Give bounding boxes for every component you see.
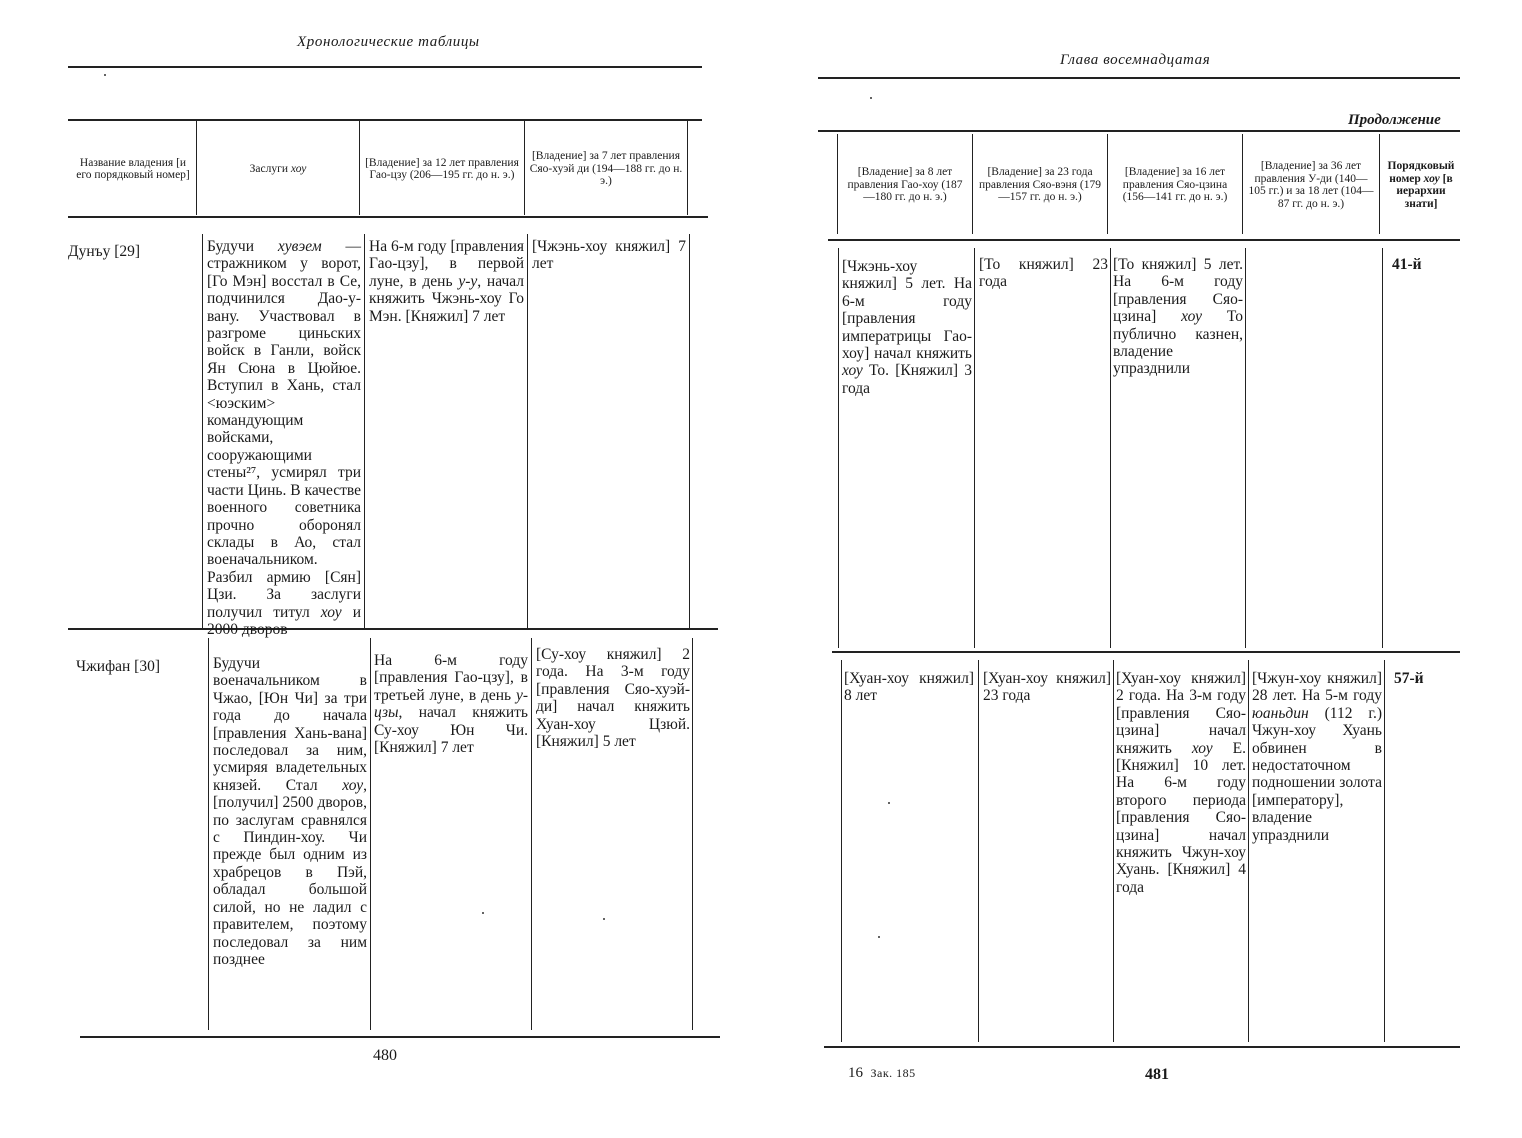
col-divider <box>1384 660 1385 1042</box>
col-divider <box>974 248 975 648</box>
col-header-rank: Порядковый номер хоу [в иерархии знати] <box>1387 160 1455 210</box>
col-header-xiaohui: [Владение] за 7 лет правления Сяо-хуэй ди (194—188 гг. до н. э.) <box>529 150 683 188</box>
speck <box>482 912 484 914</box>
row-separator-rule <box>832 651 1460 653</box>
row-rank: 41-й <box>1392 256 1422 273</box>
col-header-wudi: [Владение] за 36 лет правления У-ди (140—105 гг.) и за 18 лет (104—87 гг. до н. э.) <box>1248 160 1374 210</box>
col-header-name: Название владения [и его порядковый номер] <box>76 156 190 181</box>
page-number-right: 481 <box>1145 1066 1169 1083</box>
col-header-xiaowen: [Владение] за 23 года правления Сяо-вэня (179—157 гг. до н. э.) <box>979 166 1101 204</box>
speck <box>888 802 890 804</box>
col-divider <box>196 121 197 215</box>
row-xiaojing: [Хуан-хоу княжил] 2 года. На 3-м году [правления Сяо-цзина] начал княжить хоу Е. [Княжил] 10 лет. На 6-м году второго периода [правления Сяо-цзина] начал княжить Чжун-хоу Хуань. [Княжил] 4 года <box>1116 670 1246 896</box>
printer-imprint: 16 Зак. 185 <box>848 1065 916 1081</box>
col-divider <box>1242 134 1243 234</box>
col-divider <box>972 134 973 234</box>
col-header-gaozu: [Владение] за 12 лет правления Гао-цзу (206—195 гг. до н. э.) <box>365 156 519 181</box>
col-divider <box>1379 134 1380 234</box>
row-merits: Будучи военачальником в Чжао, [Юн Чи] за три года до начала [правления Хань-вана] последовал за ним, усмиряя владетельных князей. Стал хоу, [получил] 2500 дворов, по заслугам сравнялся с Пиндин-хоу. Чи прежде был одним из храбрецов в Пэй, обладал большой силой, но не ладил с правителем, поэтому последовал за ним позднее <box>213 655 367 968</box>
speck <box>870 97 872 99</box>
table-top-rule <box>68 119 702 121</box>
col-divider <box>1245 248 1246 648</box>
continued-label: Продолжение <box>1348 112 1441 128</box>
row-gaozu: На 6-м году [правления Гао-цзу], в третьей луне, в день у-цзы, начал княжить Су-хоу Юн Чи. [Княжил] 7 лет <box>374 652 528 757</box>
row-name: Чжифан [30] <box>76 658 160 675</box>
table-header-rule <box>68 216 708 218</box>
col-divider <box>692 638 693 1030</box>
col-divider <box>524 121 525 215</box>
table-top-rule <box>818 130 1460 132</box>
running-head-right: Глава восемнадцатая <box>1060 52 1211 68</box>
row-wudi: [Чжун-хоу княжил] 28 лет. На 5-м году юаньдин (112 г.) Чжун-хоу Хуань обвинен в недостаточном подношении золота [императору], владение упразднили <box>1252 670 1382 844</box>
row-rank: 57-й <box>1394 670 1424 687</box>
table-bottom-rule <box>824 1046 1460 1048</box>
col-divider <box>202 234 203 628</box>
col-header-merits: Заслуги хоу <box>249 162 307 175</box>
table-header-rule <box>828 239 1460 241</box>
row-name: Дунъу [29] <box>68 243 141 260</box>
col-divider <box>531 638 532 1030</box>
col-header-gaohou: [Владение] за 8 лет правления Гао-хоу (187—180 гг. до н. э.) <box>847 166 963 204</box>
row-gaozu: На 6-м году [правления Гао-цзу], в первой луне, в день у-у, начал княжить Чжэнь-хоу Го Мэн. [Княжил] 7 лет <box>369 238 525 325</box>
col-divider <box>837 134 838 234</box>
col-divider <box>689 234 690 628</box>
col-divider <box>208 638 209 1030</box>
row-xiaojing: [То княжил] 5 лет. На 6-м году [правления Сяо-цзина] хоу То публично казнен, владение упразднили <box>1113 256 1243 378</box>
col-header-xiaojing: [Владение] за 16 лет правления Сяо-цзина (156—141 гг. до н. э.) <box>1122 166 1228 204</box>
col-divider <box>359 121 360 215</box>
col-divider <box>364 234 365 628</box>
page-number-left: 480 <box>373 1047 397 1064</box>
col-divider <box>1248 660 1249 1042</box>
row-separator-rule <box>68 628 718 630</box>
col-divider <box>838 248 839 648</box>
row-merits: Будучи хувэем — стражником у ворот, [Го Мэн] восстал в Се, подчинился Дао-у-вану. Участвовал в разгроме циньских войск в Ганли, войск Ян Сюна в Цюйюе. Вступил в Хань, стал <юэским> командующим войсками, сооружающими стены²⁷, усмирял три части Цинь. В качестве военного советника прочно оборонял склады в Ао, стал военачальником. Разбил армию [Сян] Цзи. За заслуги получил титул хоу и 2000 дворов <box>207 238 362 638</box>
col-divider <box>687 121 688 215</box>
row-xiaowen: [Хуан-хоу княжил] 23 года <box>983 670 1111 705</box>
table-bottom-rule <box>80 1036 720 1038</box>
head-rule-right <box>818 77 1460 79</box>
row-xiaohui: [Су-хоу княжил] 2 года. На 3-м году [правления Сяо-хуэй-ди] начал княжить Хуан-хоу Цзюй. [Княжил] 5 лет <box>536 646 690 751</box>
col-divider <box>841 660 842 1042</box>
row-xiaowen: [То княжил] 23 года <box>979 256 1108 291</box>
speck <box>878 936 880 938</box>
col-divider <box>1382 248 1383 648</box>
right-page <box>760 0 1522 1138</box>
row-gaohou: [Чжэнь-хоу княжил] 5 лет. На 6-м году [правления императрицы Гао-хоу] начал княжить хоу То. [Княжил] 3 года <box>842 258 972 397</box>
col-divider <box>978 660 979 1042</box>
col-divider <box>527 234 528 628</box>
left-page <box>0 0 760 1138</box>
speck <box>603 918 605 920</box>
running-head-left: Хронологические таблицы <box>297 34 480 50</box>
col-divider <box>1107 134 1108 234</box>
row-gaohou: [Хуан-хоу княжил] 8 лет <box>844 670 974 705</box>
speck <box>104 74 106 76</box>
col-divider <box>370 638 371 1030</box>
row-xiaohui: [Чжэнь-хоу княжил] 7 лет <box>532 238 686 273</box>
head-rule-left <box>68 66 702 68</box>
